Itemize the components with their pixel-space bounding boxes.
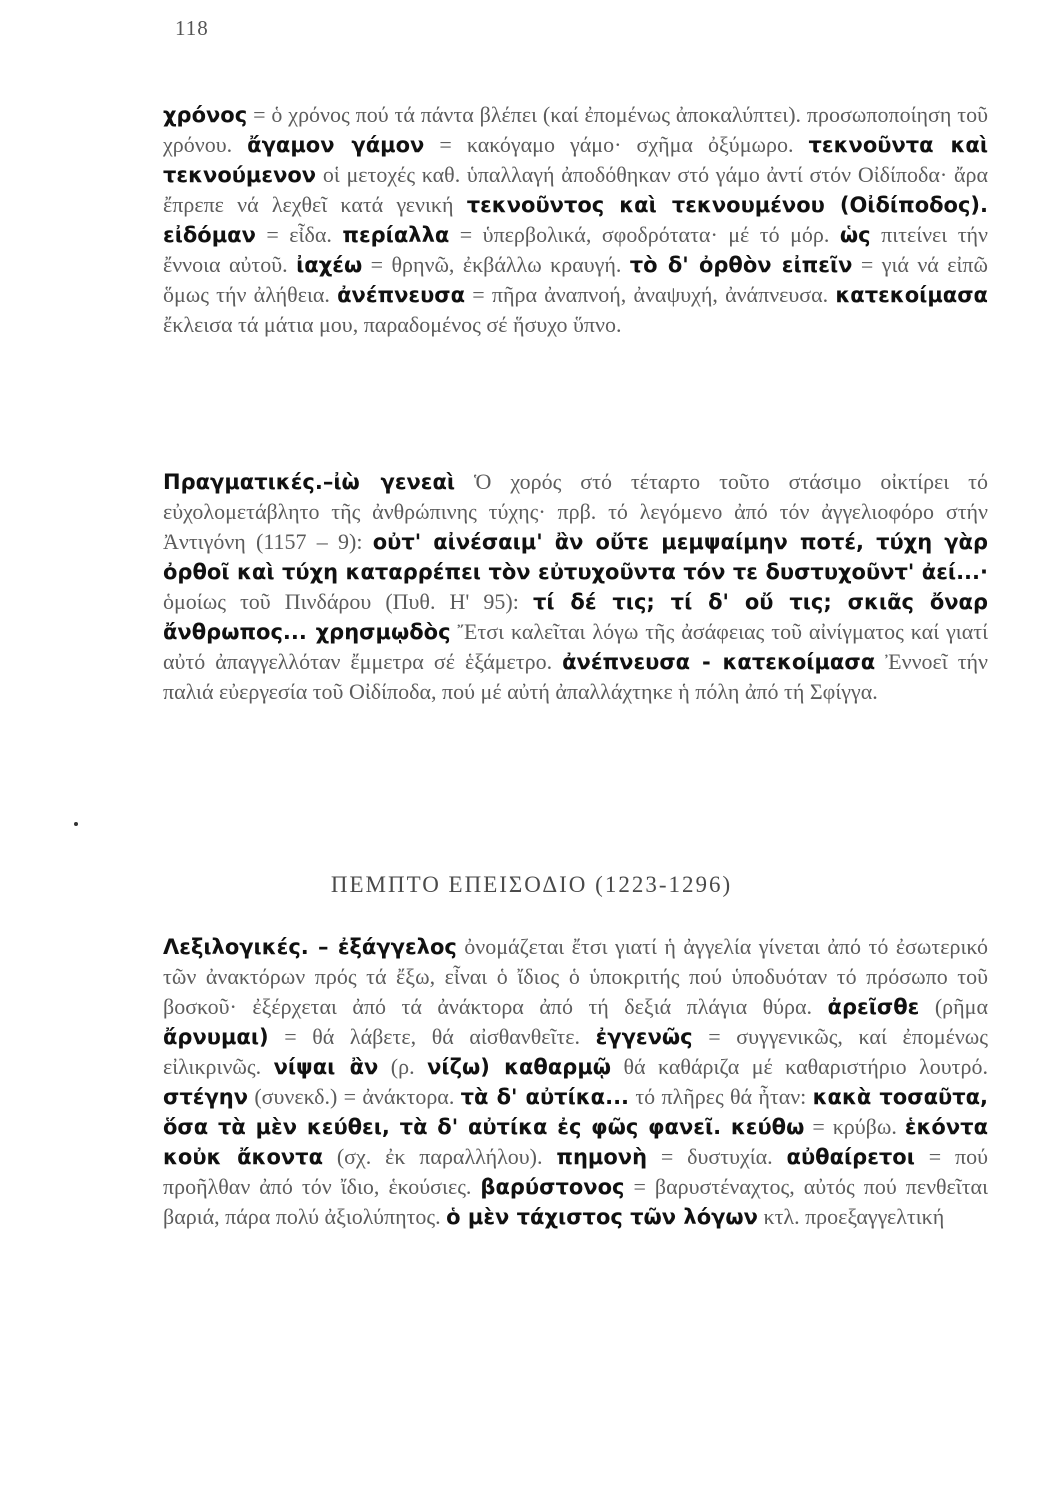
gloss-text: θά καθάριζα μέ καθαριστήριο λουτρό. bbox=[611, 1054, 989, 1079]
headword: ἄρνυμαι) bbox=[163, 1025, 269, 1049]
gloss-text: (ρ. bbox=[378, 1054, 428, 1079]
gloss-text: = κακόγαμο γάμο· σχῆμα ὀξύμωρο. bbox=[424, 132, 809, 157]
stray-ink-dot bbox=[74, 822, 78, 826]
headword: οὐτ' αἰνέσαιμ' ἂν οὔτε μεμψαίμην ποτέ, τύχη γὰρ ὀρθοῖ καὶ τύχη καταρρέπει τὸν εὐτυχοῦντα τόν τε δυστυχοῦντ' ἀεί...· bbox=[163, 530, 988, 584]
notes-paragraph-2 bbox=[163, 467, 988, 707]
headword: τεκνοῦντος καὶ τεκνουμένου (Οἰδίποδος). εἰδόμαν bbox=[163, 193, 989, 247]
headword: τί δέ τις; τί δ' οὔ τις; σκιᾶς ὄναρ ἄνθρωπος... χρησμῳδὸς bbox=[163, 590, 989, 644]
gloss-text: πιτείνει τήν ἔννοια αὐτοῦ. bbox=[163, 222, 988, 277]
gloss-text: = συγγενικῶς, καί ἐπομένως εἰλικρινῶς. bbox=[163, 1024, 988, 1079]
gloss-text: = βαρυστέναχτος, αὐτός πού πενθεῖται βαριά, πάρα πολύ ἀξιολύπητος. bbox=[163, 1174, 988, 1229]
gloss-text: Ὁ χορός στό τέταρτο τοῦτο στάσιμο οἰκτίρει τό εὐχολομετάβλητο τῆς ἀνθρώπινης τύχης· πρβ. τό λεγόμενο ἀπό τόν ἀγγελιοφόρο στήν bbox=[163, 469, 988, 524]
headword: ὁ μὲν τάχιστος τῶν λόγων bbox=[446, 1205, 758, 1229]
headword: ἐγγενῶς bbox=[595, 1025, 693, 1049]
gloss-text: κτλ. προεξαγγελτική bbox=[757, 1204, 945, 1229]
notes-paragraph-1 bbox=[163, 100, 988, 340]
gloss-text: = γιά νά εἰπῶ ὅμως τήν ἀλήθεια. bbox=[163, 252, 988, 307]
headword: ἀρεῖσθε bbox=[827, 995, 920, 1019]
headword: στέγην bbox=[163, 1085, 249, 1109]
headword: τεκνοῦντα καὶ τεκνούμενον bbox=[163, 133, 989, 187]
headword: ὡς bbox=[839, 223, 871, 247]
headword: χρόνος bbox=[163, 103, 248, 127]
headword: Λεξιλογικές. – ἐξάγγελος bbox=[163, 935, 457, 959]
gloss-text: ὀνομάζεται ἔτσι γιατί ἡ ἀγγελία γίνεται ἀπό τό ἐσωτερικό τῶν ἀνακτόρων πρός τά ἔξω, εἶναι ὁ ἴδιος ὁ ὑποκριτής πού ὑποδυόταν τό πρόσωπο τοῦ βοσκοῦ· ἐξέρχεται ἀπό τά ἀνάκτορα ἀπό τή δεξιά πλάγια θύρα. bbox=[163, 934, 988, 1019]
gloss-text: = πού προῆλθαν ἀπό τόν ἴδιο, ἑκούσιες. bbox=[163, 1144, 989, 1199]
gloss-text: = εἶδα. bbox=[255, 222, 343, 247]
gloss-text: οἱ μετοχές καθ. ὑπαλλαγή ἀποδόθηκαν στό γάμο ἀντί στόν Οἰδίποδα· ἄρα ἔπρεπε νά λεχθεῖ κατά γενική bbox=[163, 162, 988, 217]
headword: βαρύστονος bbox=[480, 1175, 625, 1199]
gloss-text: = ὑπερβολικά, σφοδρότατα· μέ τό μόρ. bbox=[449, 222, 840, 247]
headword: ἀνέπνευσα bbox=[337, 283, 466, 307]
headword: ἄγαμον γάμον bbox=[247, 133, 425, 157]
gloss-text: ἔκλεισα τά μάτια μου, παραδομένος σέ ἥσυχο ὕπνο. bbox=[163, 312, 622, 337]
section-heading: ΠΕΜΠΤΟ ΕΠΕΙΣΟΔΙΟ (1223-1296) bbox=[330, 872, 733, 897]
headword: νίζω) καθαρμῷ bbox=[427, 1055, 612, 1079]
notes-paragraph-3 bbox=[163, 932, 988, 1232]
gloss-text: = κρύβω. bbox=[804, 1114, 905, 1139]
page-number: 118 bbox=[175, 16, 209, 40]
headword: ἑκόντα κοὐκ ἄκοντα bbox=[163, 1115, 988, 1169]
gloss-text: = θά λάβετε, θά αἰσθανθεῖτε. bbox=[268, 1024, 596, 1049]
headword: περίαλλα bbox=[342, 223, 450, 247]
headword: Πραγματικές.–ἰὼ γενεαὶ bbox=[163, 470, 456, 494]
headword: κακὰ τοσαῦτα, ὅσα τὰ μὲν κεύθει, τὰ δ' αὐτίκα ἐς φῶς φανεῖ. κεύθω bbox=[163, 1085, 989, 1139]
headword: κατεκοίμασα bbox=[835, 283, 988, 307]
headword: ἰαχέω bbox=[296, 253, 363, 277]
headword: τὸ δ' ὀρθὸν εἰπεῖν bbox=[629, 253, 853, 277]
gloss-text: Ἔτσι καλεῖται λόγω τῆς ἀσάφειας τοῦ αἰνίγματος καί γιατί αὐτό ἀπαγγελλόταν ἔμμετρα σέ ἑξάμετρο. bbox=[163, 619, 988, 674]
gloss-text: = δυστυχία. bbox=[647, 1144, 787, 1169]
headword: νίψαι ἂν bbox=[273, 1055, 379, 1079]
gloss-text: = θρηνῶ, ἐκβάλλω κραυγή. bbox=[362, 252, 630, 277]
headword: τὰ δ' αὐτίκα... bbox=[460, 1085, 630, 1109]
headword: ἀνέπνευσα - κατεκοίμασα bbox=[562, 650, 876, 674]
headword: πημονὴ bbox=[556, 1145, 648, 1169]
gloss-text: = ὁ χρόνος πού τά πάντα βλέπει (καί ἐπομένως ἀποκαλύπτει). προσωποποίηση τοῦ χρόνου. bbox=[163, 102, 988, 157]
gloss-text: Ἀντιγόνη (1157 – 9): bbox=[163, 529, 373, 554]
gloss-text: (συνεκδ.) = ἀνάκτορα. bbox=[248, 1084, 461, 1109]
gloss-text: ὁμοίως τοῦ Πινδάρου (Πυθ. Η' 95): bbox=[163, 589, 533, 614]
gloss-text: = πῆρα ἀναπνοή, ἀναψυχή, ἀνάπνευσα. bbox=[465, 282, 836, 307]
headword: αὐθαίρετοι bbox=[786, 1145, 915, 1169]
gloss-text: (σχ. ἐκ παραλλήλου). bbox=[323, 1144, 557, 1169]
gloss-text: (ρῆμα bbox=[919, 994, 988, 1019]
gloss-text: τό πλῆρες θά ἦταν: bbox=[629, 1084, 813, 1109]
gloss-text: Ἐννοεῖ τήν παλιά εὐεργεσία τοῦ Οἰδίποδα, πού μέ αὐτή ἀπαλλάχτηκε ἡ πόλη ἀπό τή Σφίγγα. bbox=[163, 649, 988, 704]
